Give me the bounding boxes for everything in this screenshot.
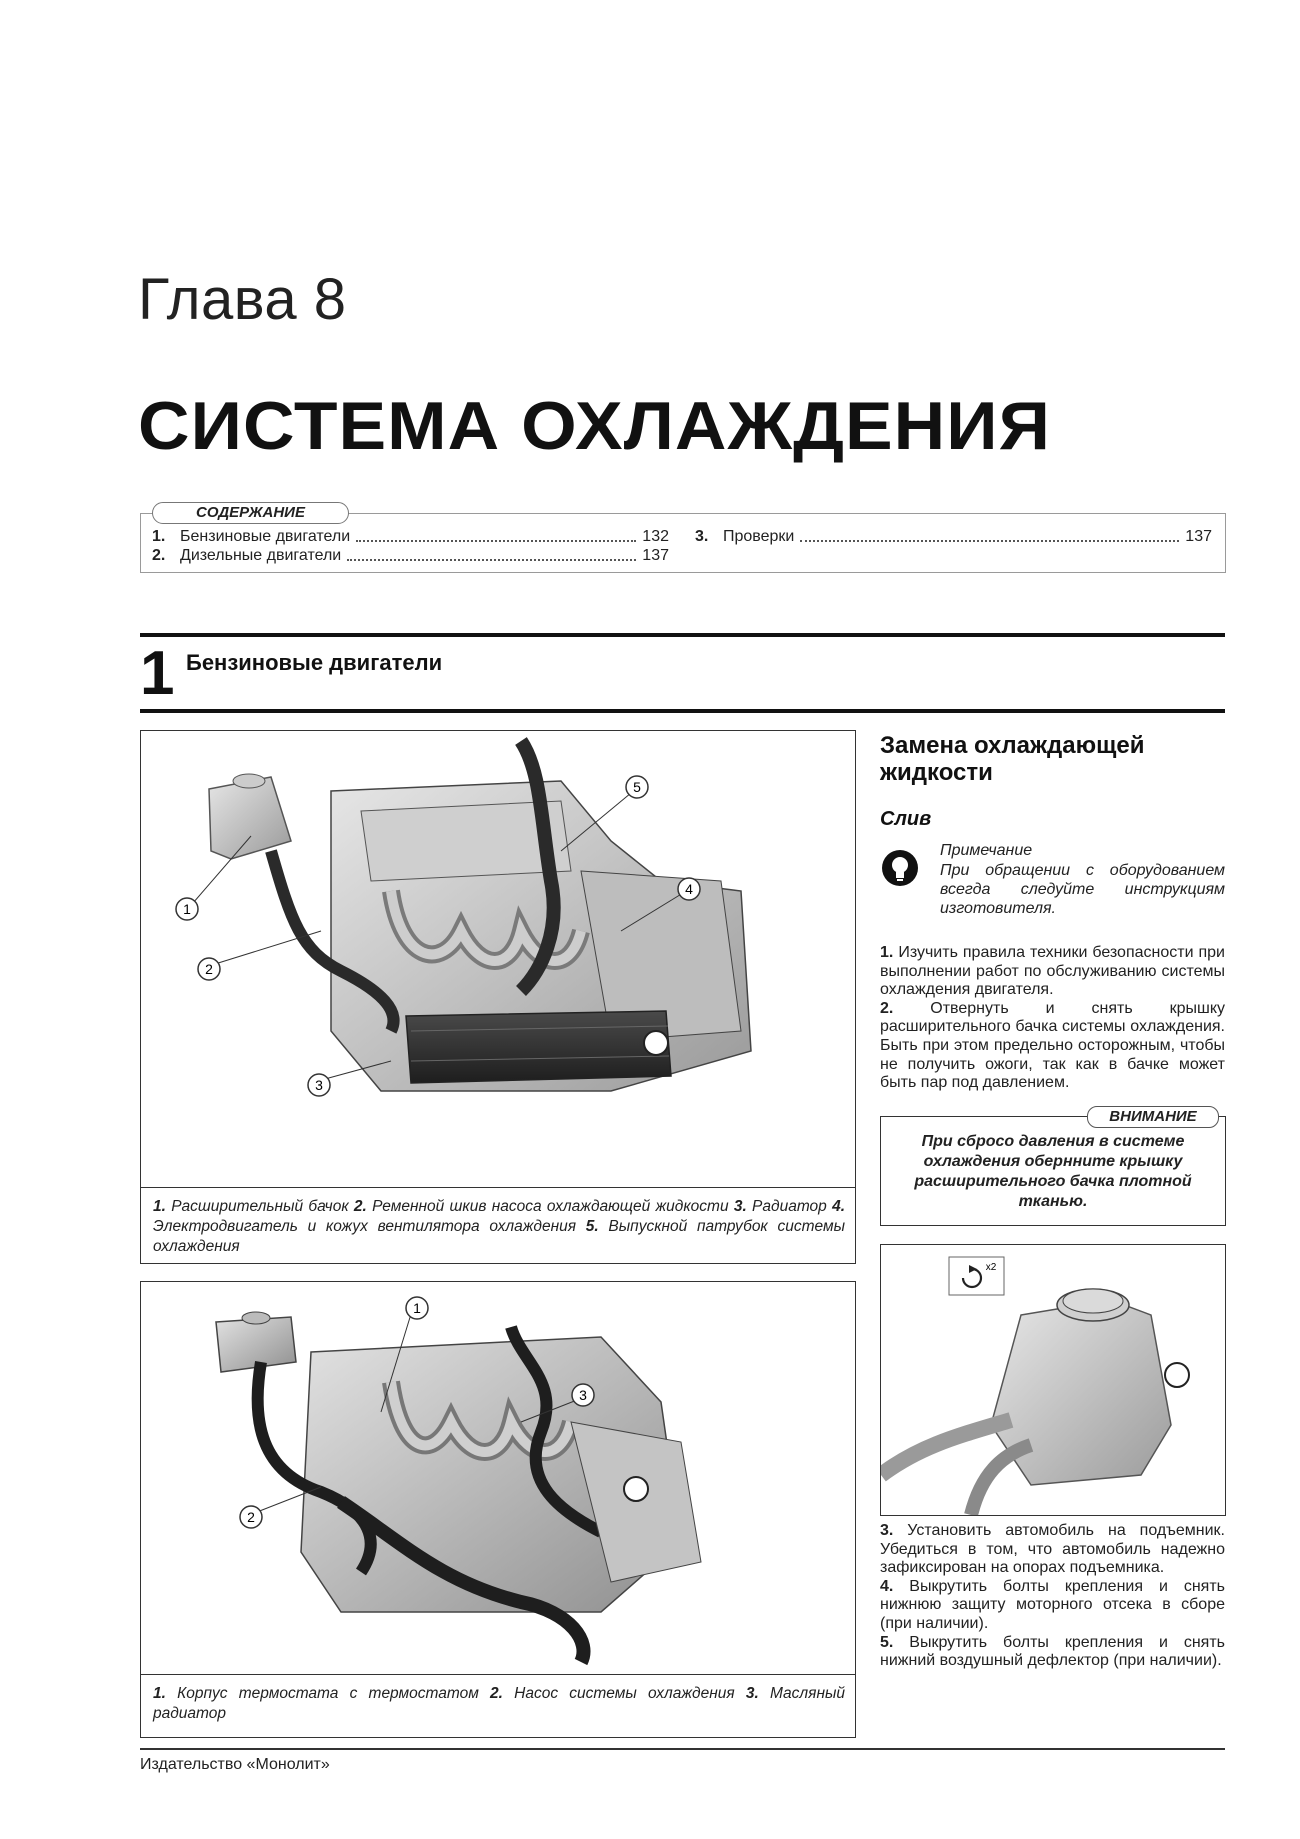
callout-2 xyxy=(240,1506,262,1528)
section-bottom-rule xyxy=(140,709,1225,713)
toc-item-num: 3. xyxy=(695,528,709,545)
toc-item-label: Дизельные двигатели xyxy=(180,547,342,564)
callout-5 xyxy=(626,776,648,798)
engine-illustration-2 xyxy=(141,1282,855,1674)
steps-block-b xyxy=(880,1522,1225,1671)
chapter-title: СИСТЕМА ОХЛАЖДЕНИЯ xyxy=(138,388,1052,464)
note-text: При обращении с оборудованием всегда следуйте инструкциям изготовителя. xyxy=(940,862,1225,917)
step-item: 5. Выкрутить болты крепления и снять нижний воздушный дефлектор (при наличии). xyxy=(880,1633,1225,1670)
toc-leader xyxy=(800,540,1179,542)
figure-engine-2-image xyxy=(141,1282,855,1675)
procedure-heading: Замена охлаждающей жидкости xyxy=(880,732,1145,786)
callout-4 xyxy=(678,878,700,900)
callout-1 xyxy=(176,898,198,920)
callout-3 xyxy=(308,1074,330,1096)
step-item: 4. Выкрутить болты крепления и снять нижнюю защиту моторного отсека в сборе (при наличии). xyxy=(880,1577,1225,1632)
toc-item-3[interactable] xyxy=(695,527,1212,547)
lightbulb-icon xyxy=(880,848,920,888)
toc-item-page: 137 xyxy=(1185,528,1212,545)
toc-item-num: 2. xyxy=(152,547,166,564)
publisher-footer: Издательство «Монолит» xyxy=(140,1756,330,1773)
section-number: 1 xyxy=(140,639,175,708)
callout-2 xyxy=(198,958,220,980)
toc-tag: СОДЕРЖАНИЕ xyxy=(152,502,349,524)
svg-text:3: 3 xyxy=(579,1387,587,1403)
steps-block-a xyxy=(880,944,1225,1093)
svg-text:3: 3 xyxy=(315,1077,323,1093)
expansion-tank-illustration xyxy=(881,1245,1225,1515)
step-item: 3. Установить автомобиль на подъемник. Убедиться в том, что автомобиль надежно зафиксирован на опорах подъемника. xyxy=(880,1522,1225,1577)
callout-1 xyxy=(406,1297,428,1319)
toc-item-1[interactable] xyxy=(152,527,669,547)
toc-leader xyxy=(347,559,636,561)
figure-engine-1-caption: 1. Расширительный бачок 2. Ременной шкив насоса охлаждающей жидкости 3. Радиатор 4. Электродвигатель и кожух вентилятора охлаждения 5. Выпускной патрубок системы охлаждения xyxy=(153,1198,846,1255)
footer-rule xyxy=(140,1748,1225,1750)
figure-engine-1 xyxy=(140,730,856,1264)
svg-text:2: 2 xyxy=(247,1509,255,1525)
chapter-label: Глава 8 xyxy=(138,267,347,332)
toc-item-page: 132 xyxy=(642,528,669,545)
toc-item-label: Бензиновые двигатели xyxy=(180,528,351,545)
toc-item-page: 137 xyxy=(642,547,669,564)
figure-engine-1-image xyxy=(141,731,855,1188)
svg-text:1: 1 xyxy=(413,1300,421,1316)
toc-item-label: Проверки xyxy=(723,528,795,545)
figure-expansion-tank xyxy=(880,1244,1226,1516)
svg-text:5: 5 xyxy=(633,779,641,795)
figure-engine-2-caption: 1. Корпус термостата с термостатом 2. Насос системы охлаждения 3. Масляный радиатор xyxy=(153,1685,846,1722)
section-top-rule xyxy=(140,633,1225,637)
toc-item-num: 1. xyxy=(152,528,166,545)
toc-item-2[interactable] xyxy=(152,546,669,566)
svg-text:2: 2 xyxy=(205,961,213,977)
warning-text: При сбросо давления в системе охлаждения обернните крышку расширительного бачка плотной тканью. xyxy=(914,1133,1192,1210)
procedure-subheading: Слив xyxy=(880,808,932,830)
callout-3 xyxy=(572,1384,594,1406)
svg-text:4: 4 xyxy=(685,881,693,897)
step-item: 1. Изучить правила техники безопасности при выполнении работ по обслуживанию системы охлаждения двигателя. xyxy=(880,944,1225,999)
badge-count: x2 xyxy=(985,1262,997,1273)
note-label: Примечание xyxy=(940,842,1033,859)
toc-leader xyxy=(356,540,636,542)
engine-illustration-1 xyxy=(141,731,855,1187)
figure-engine-2 xyxy=(140,1281,856,1738)
warning-tag: ВНИМАНИЕ xyxy=(1087,1106,1219,1128)
svg-text:1: 1 xyxy=(183,901,191,917)
section-title: Бензиновые двигатели xyxy=(186,650,443,675)
step-item: 2. Отвернуть и снять крышку расширительного бачка системы охлаждения. Быть при этом предельно осторожным, чтобы не получить ожоги, так как в бачке может быть пар под давлением. xyxy=(880,999,1225,1092)
